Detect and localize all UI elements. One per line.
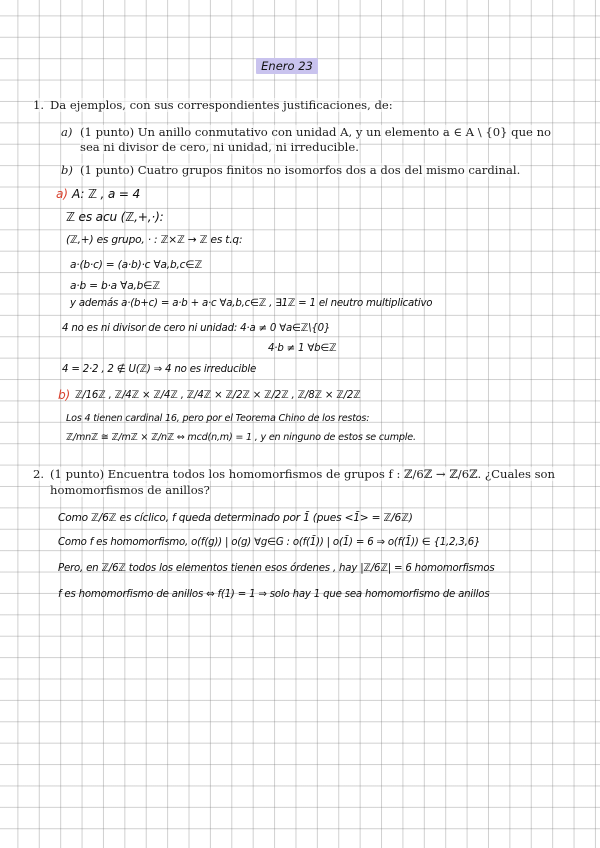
- question-2-text-line2: homomorfismos de anillos?: [50, 483, 210, 497]
- answer-1a-line7: 4 no es ni divisor de cero ni unidad: 4·a ≠ 0 ∀a∈ℤ\{0}: [62, 323, 331, 334]
- answer-2-line4: f es homomorfismo de anillos ⇔ f(1) = 1 ⇒ solo hay 1 que sea homomorfismo de anillos: [58, 589, 490, 600]
- answer-2-line3: Pero, en ℤ/6ℤ todos los elementos tienen esos órdenes , hay |ℤ/6ℤ| = 6 homomorfismos: [58, 563, 495, 574]
- answer-1a-line1: A: ℤ , a = 4: [72, 187, 141, 201]
- answer-1b-marker: b): [58, 388, 71, 402]
- question-1a-text-line1: (1 punto) Un anillo conmutativo con unidad A, y un elemento a ∈ A \ {0} que no: [80, 125, 552, 139]
- question-1a-text-line2: sea ni divisor de cero, ni unidad, ni irreducible.: [80, 140, 359, 154]
- answer-1b-line2: Los 4 tienen cardinal 16, pero por el Teorema Chino de los restos:: [66, 413, 370, 424]
- page-title-highlight: Enero 23: [256, 58, 318, 74]
- answer-1a-line3: (ℤ,+) es grupo, · : ℤ×ℤ → ℤ es t.q:: [66, 234, 243, 246]
- answer-1a-line5: a·b = b·a ∀a,b∈ℤ: [70, 280, 160, 292]
- answer-1b-line1: ℤ/16ℤ , ℤ/4ℤ × ℤ/4ℤ , ℤ/4ℤ × ℤ/2ℤ × ℤ/2ℤ , ℤ/8ℤ × ℤ/2ℤ: [75, 390, 361, 401]
- question-2-number: 2.: [33, 467, 45, 481]
- question-1-number: 1.: [33, 98, 45, 112]
- question-1a-label: a): [61, 125, 73, 139]
- answer-1b-line3: ℤ/mnℤ ≅ ℤ/mℤ × ℤ/nℤ ⇔ mcd(n,m) = 1 , y en ninguno de estos se cumple.: [66, 432, 416, 443]
- answer-2-line2: Como f es homomorfismo, o(f(g)) | o(g) ∀g∈G : o(f(1̄)) | o(1̄) = 6 ⇒ o(f(1̄)) ∈ {1,2,3,6}: [58, 537, 481, 548]
- question-2-text-line1: (1 punto) Encuentra todos los homomorfismos de grupos f : ℤ/6ℤ → ℤ/6ℤ. ¿Cuales son: [50, 467, 555, 481]
- question-1-text: Da ejemplos, con sus correspondientes justificaciones, de:: [50, 98, 393, 112]
- answer-1a-line8: 4·b ≠ 1 ∀b∈ℤ: [268, 343, 337, 354]
- question-1b-label: b): [61, 163, 73, 177]
- answer-1a-line9: 4 = 2·2 , 2 ∉ U(ℤ) ⇒ 4 no es irreducible: [62, 364, 257, 375]
- answer-1a-line6: y además a·(b+c) = a·b + a·c ∀a,b,c∈ℤ , ∃1ℤ = 1 el neutro multiplicativo: [70, 298, 433, 309]
- answer-1a-line4: a·(b·c) = (a·b)·c ∀a,b,c∈ℤ: [70, 259, 203, 271]
- answer-1a-line2: ℤ es acu (ℤ,+,·):: [66, 210, 164, 224]
- answer-1a-marker: a): [56, 187, 68, 201]
- question-1b-text: (1 punto) Cuatro grupos finitos no isomorfos dos a dos del mismo cardinal.: [80, 163, 521, 177]
- answer-2-line1: Como ℤ/6ℤ es cíclico, f queda determinado por 1̄ (pues <1̄> = ℤ/6ℤ): [58, 512, 413, 524]
